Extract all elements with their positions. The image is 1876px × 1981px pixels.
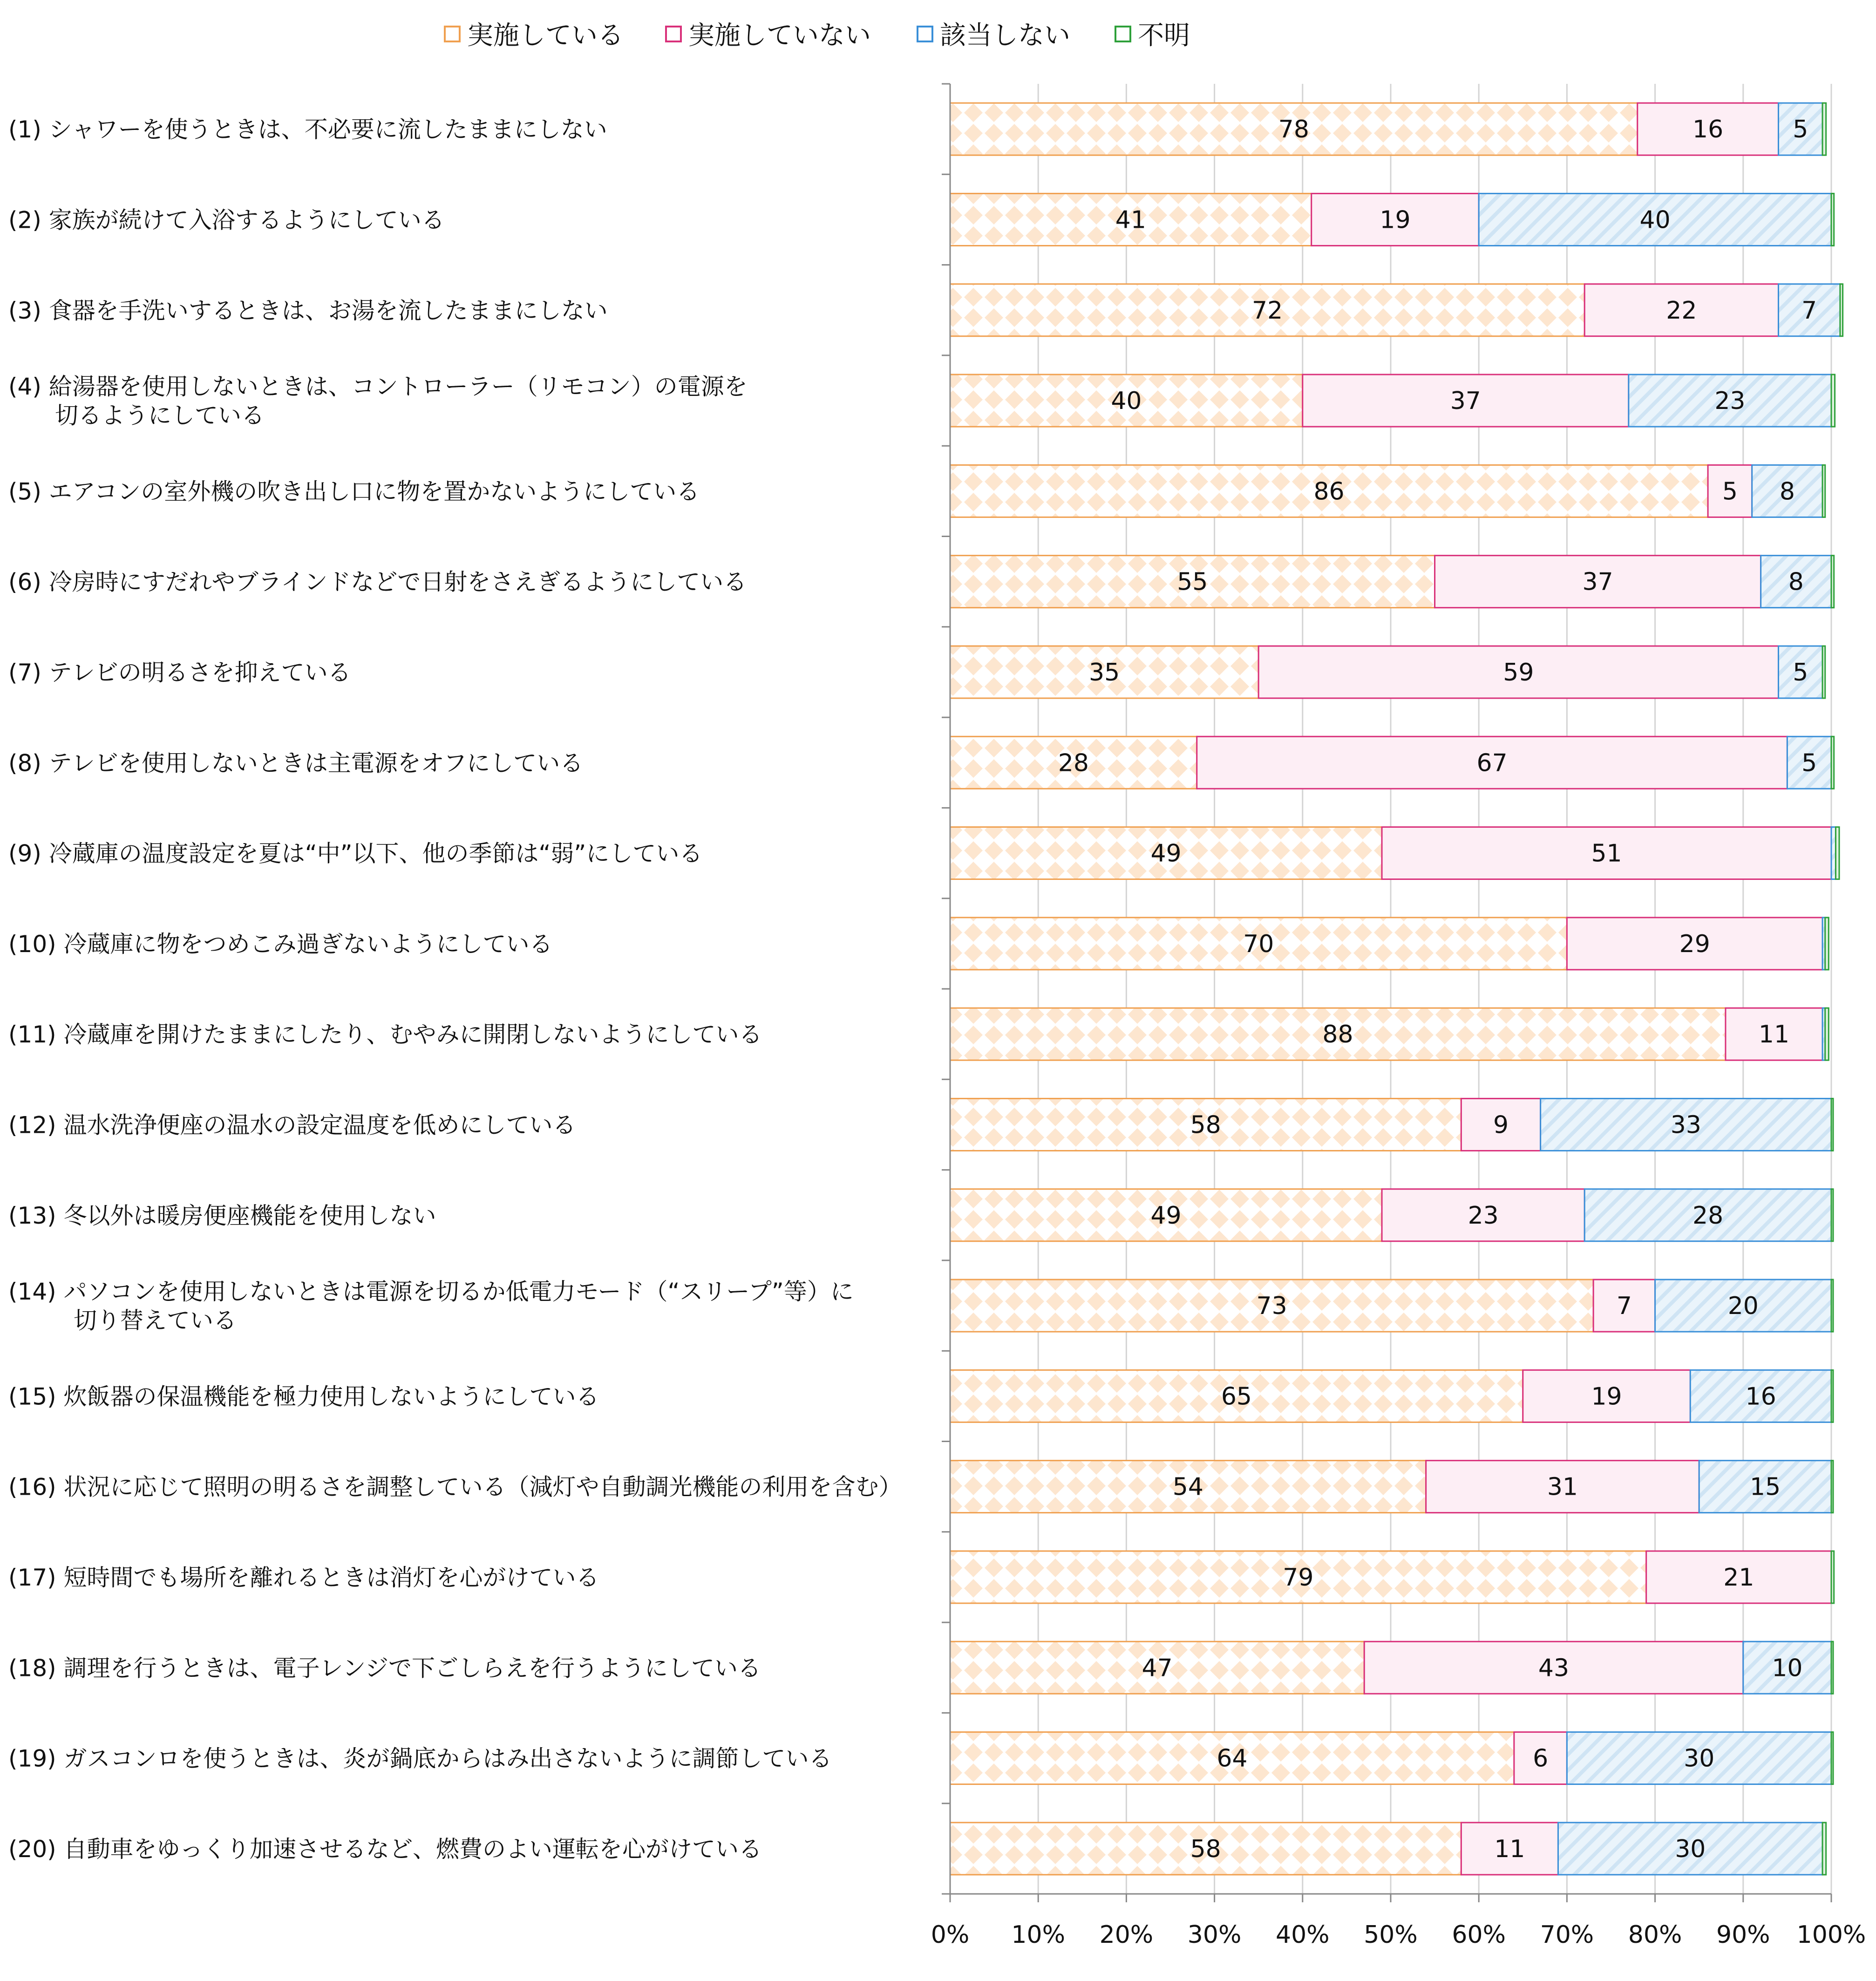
x-tick-label: 20% — [1099, 1921, 1154, 1949]
category-label: (2) 家族が続けて入浴するようにしている — [8, 206, 445, 234]
bar-value-label: 30 — [1675, 1835, 1706, 1863]
bar-value-label: 11 — [1494, 1835, 1525, 1863]
x-tick-label: 90% — [1716, 1921, 1770, 1949]
bar-value-label: 67 — [1476, 749, 1508, 777]
x-tick-label: 70% — [1540, 1921, 1594, 1949]
bar-value-label: 6 — [1533, 1744, 1549, 1773]
category-label: (3) 食器を手洗いするときは、お湯を流したままにしない — [8, 297, 608, 324]
bar-value-label: 64 — [1217, 1744, 1248, 1773]
x-tick-label: 10% — [1011, 1921, 1065, 1949]
bar-value-label: 70 — [1243, 930, 1274, 958]
bar-value-label: 29 — [1679, 930, 1710, 958]
bar-segment — [1831, 1551, 1834, 1603]
bar-value-label: 31 — [1547, 1473, 1578, 1501]
x-tick-label: 100% — [1796, 1921, 1866, 1949]
bar-value-label: 37 — [1450, 387, 1481, 415]
bar-value-label: 23 — [1468, 1201, 1499, 1230]
bar-value-label: 22 — [1666, 296, 1697, 325]
legend-swatch — [666, 27, 681, 41]
category-label: (18) 調理を行うときは、電子レンジで下ごしらえを行うようにしている — [8, 1654, 761, 1682]
bar-value-label: 23 — [1714, 387, 1746, 415]
gridlines — [1038, 84, 1831, 1894]
bar-value-label: 19 — [1380, 206, 1411, 234]
bar-value-label: 79 — [1283, 1563, 1314, 1592]
bar-value-label: 35 — [1089, 658, 1120, 687]
x-tick-label: 50% — [1364, 1921, 1418, 1949]
legend-label: 不明 — [1138, 20, 1190, 51]
bar-value-label: 8 — [1779, 477, 1795, 506]
category-label: 切り替えている — [74, 1307, 237, 1334]
bar-segment — [1822, 1823, 1826, 1875]
bar-value-label: 54 — [1172, 1473, 1203, 1501]
bar-value-label: 72 — [1252, 296, 1283, 325]
x-tick-label: 80% — [1628, 1921, 1682, 1949]
category-label: (13) 冬以外は暖房便座機能を使用しない — [8, 1202, 436, 1229]
category-label: (15) 炊飯器の保温機能を極力使用しないようにしている — [8, 1383, 599, 1410]
category-label: (12) 温水洗浄便座の温水の設定温度を低めにしている — [8, 1111, 576, 1139]
bar-value-label: 10 — [1772, 1654, 1803, 1682]
category-label: (9) 冷蔵庫の温度設定を夏は“中”以下、他の季節は“弱”にしている — [8, 840, 703, 867]
bar-value-label: 5 — [1801, 749, 1817, 777]
bar-value-label: 15 — [1750, 1473, 1781, 1501]
category-label: (7) テレビの明るさを抑えている — [8, 659, 351, 686]
bar-value-label: 5 — [1722, 477, 1738, 506]
bar-segment — [1825, 1008, 1829, 1060]
bar-value-label: 16 — [1692, 116, 1724, 144]
bar-value-label: 5 — [1793, 658, 1808, 687]
bar-segment — [1831, 374, 1835, 427]
legend-swatch — [445, 27, 460, 41]
category-label: (10) 冷蔵庫に物をつめこみ過ぎないようにしている — [8, 930, 553, 958]
category-label: (1) シャワーを使うときは、不必要に流したままにしない — [8, 116, 607, 143]
legend — [445, 20, 1190, 51]
bar-value-label: 9 — [1493, 1111, 1509, 1139]
category-label: (19) ガスコンロを使うときは、炎が鍋底からはみ出さないように調節している — [8, 1745, 832, 1772]
category-label: (17) 短時間でも場所を離れるときは消灯を心がけている — [8, 1564, 599, 1591]
bar-segment — [1822, 646, 1825, 698]
bar-segment — [1831, 1641, 1833, 1694]
category-label: (16) 状況に応じて照明の明るさを調整している（減灯や自動調光機能の利用を含む） — [8, 1473, 902, 1501]
bar-value-label: 78 — [1278, 116, 1309, 144]
x-tick-label: 60% — [1452, 1921, 1506, 1949]
legend-label: 該当しない — [940, 20, 1070, 51]
bar-value-label: 11 — [1758, 1021, 1790, 1049]
category-label: (14) パソコンを使用しないときは電源を切るか低電力モード（“スリープ”等）に — [8, 1278, 854, 1306]
bar-value-label: 88 — [1322, 1021, 1353, 1049]
bar-segment — [1831, 1189, 1833, 1241]
bar-value-label: 40 — [1639, 206, 1671, 234]
bar-segment — [1840, 284, 1843, 336]
bar-value-label: 28 — [1692, 1201, 1724, 1230]
bar-value-label: 55 — [1177, 568, 1208, 596]
bar-value-label: 73 — [1256, 1292, 1287, 1321]
bar-value-label: 5 — [1793, 116, 1808, 144]
bar-segment — [1831, 736, 1834, 789]
legend-swatch — [918, 27, 932, 41]
category-label: (20) 自動車をゆっくり加速させるなど、燃費のよい運転を心がけている — [8, 1835, 762, 1863]
bar-value-label: 43 — [1538, 1654, 1570, 1682]
bar-segment — [1831, 1370, 1833, 1422]
bar-value-label: 8 — [1788, 568, 1804, 596]
bar-value-label: 40 — [1111, 387, 1142, 415]
category-label: (8) テレビを使用しないときは主電源をオフにしている — [8, 749, 584, 777]
x-tick-label: 0% — [931, 1921, 970, 1949]
bar-segment — [1831, 1732, 1833, 1784]
bar-segment — [1831, 193, 1834, 245]
bars — [950, 103, 1843, 1875]
bar-value-label: 28 — [1058, 749, 1089, 777]
bar-value-label: 33 — [1670, 1111, 1701, 1139]
bar-segment — [1835, 827, 1839, 879]
bar-value-label: 47 — [1142, 1654, 1173, 1682]
bar-value-label: 49 — [1150, 1201, 1182, 1230]
bar-value-label: 65 — [1221, 1382, 1252, 1411]
bar-value-label: 37 — [1582, 568, 1613, 596]
bar-segment — [1822, 103, 1826, 155]
bar-segment — [1831, 1098, 1833, 1150]
x-tick-label: 30% — [1187, 1921, 1242, 1949]
category-label: (5) エアコンの室外機の吹き出し口に物を置かないようにしている — [8, 478, 700, 505]
bar-value-label: 7 — [1801, 296, 1817, 325]
bar-value-label: 58 — [1190, 1835, 1221, 1863]
bar-value-label: 49 — [1150, 839, 1182, 868]
legend-swatch — [1115, 27, 1130, 41]
bar-value-label: 16 — [1745, 1382, 1776, 1411]
bar-value-label: 41 — [1115, 206, 1146, 234]
bar-segment — [1831, 1280, 1833, 1332]
legend-label: 実施している — [467, 20, 624, 51]
bar-value-label: 30 — [1684, 1744, 1715, 1773]
bar-value-label: 58 — [1190, 1111, 1221, 1139]
bar-value-label: 20 — [1727, 1292, 1759, 1321]
bar-segment — [1831, 556, 1834, 608]
bar-value-label: 59 — [1503, 658, 1534, 687]
bar-segment — [1831, 1461, 1833, 1513]
category-label: 切るようにしている — [55, 402, 265, 429]
category-label: (4) 給湯器を使用しないときは、コントローラー（リモコン）の電源を — [8, 373, 748, 401]
bar-value-label: 51 — [1591, 839, 1622, 868]
bar-segment — [1822, 465, 1825, 517]
bar-value-label: 86 — [1313, 477, 1345, 506]
bar-value-label: 19 — [1591, 1382, 1622, 1411]
x-tick-label: 40% — [1276, 1921, 1330, 1949]
bar-value-label: 21 — [1723, 1563, 1754, 1592]
category-label: (6) 冷房時にすだれやブラインドなどで日射をさえぎるようにしている — [8, 568, 747, 596]
bar-value-label: 7 — [1616, 1292, 1632, 1321]
category-label: (11) 冷蔵庫を開けたままにしたり、むやみに開閉しないようにしている — [8, 1021, 762, 1048]
bar-segment — [1825, 918, 1829, 970]
category-labels — [8, 116, 902, 1863]
legend-label: 実施していない — [688, 20, 871, 51]
